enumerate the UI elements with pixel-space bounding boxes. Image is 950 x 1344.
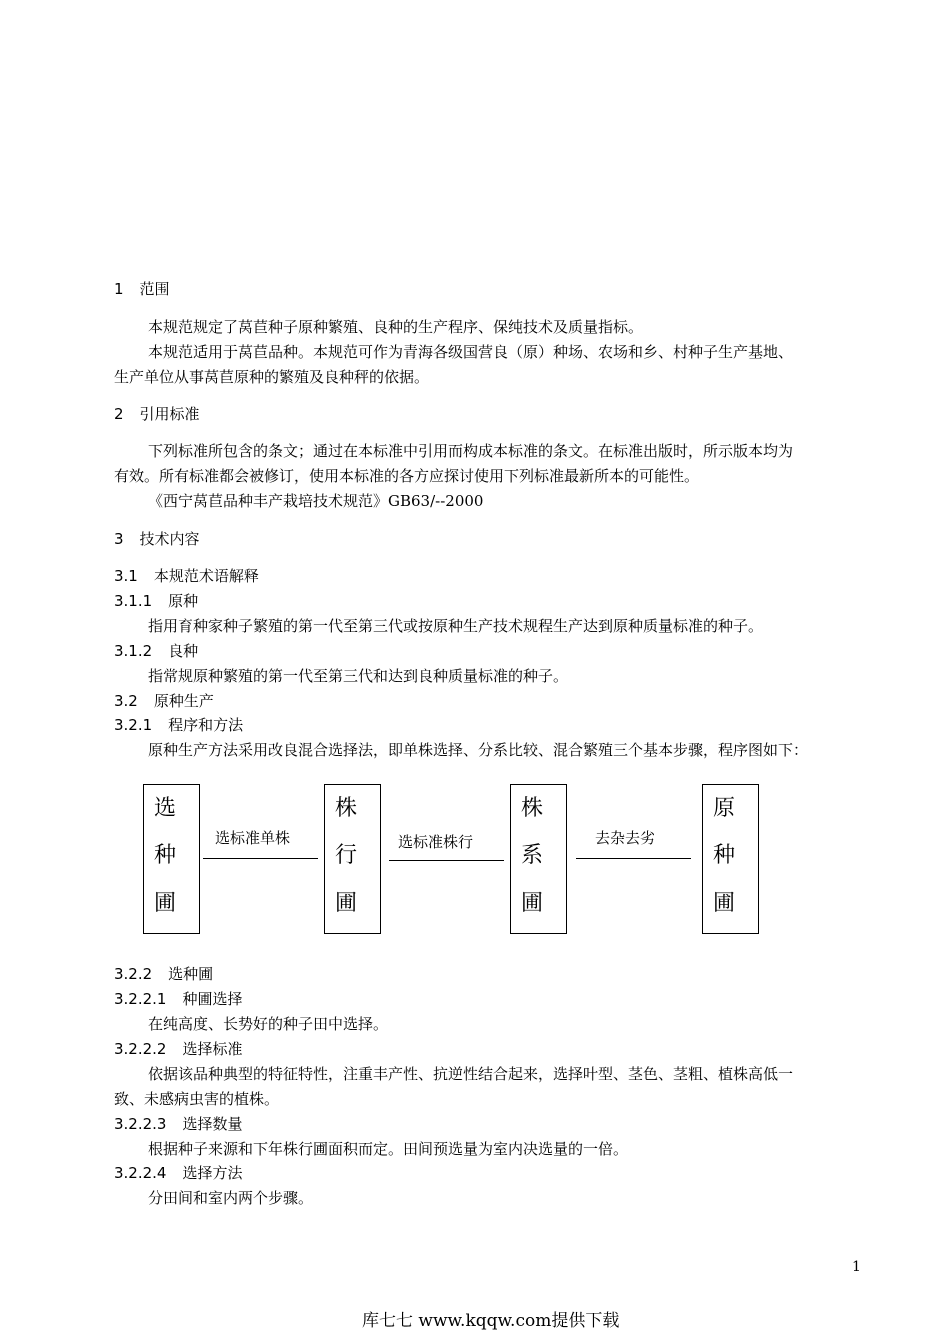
subsection-3-2-2-4-heading bbox=[114, 1162, 243, 1183]
section-2-heading bbox=[114, 403, 200, 424]
subsection-3-2-2-1-heading bbox=[114, 988, 243, 1009]
flow-box-selection-nursery bbox=[143, 784, 200, 934]
section-number: 3.1 bbox=[114, 567, 138, 585]
box-char: 系 bbox=[521, 843, 544, 868]
section-number: 3.2.2.1 bbox=[114, 990, 167, 1008]
reference-standard: 《西宁莴苣品种丰产栽培技术规范》GB63/--2000 bbox=[148, 492, 484, 510]
flow-arrow-label: 去杂去劣 bbox=[595, 829, 656, 847]
section-title: 选择标准 bbox=[182, 1040, 243, 1058]
flow-box-plant-row-nursery bbox=[324, 784, 381, 934]
section-title: 良种 bbox=[168, 642, 199, 660]
paragraph: 致、未感病虫害的植株。 bbox=[114, 1090, 280, 1108]
box-char: 圃 bbox=[154, 891, 177, 916]
section-title: 程序和方法 bbox=[168, 716, 244, 734]
paragraph: 本规范适用于莴苣品种。本规范可作为青海各级国营良（原）种场、农场和乡、村种子生产基地、 bbox=[148, 343, 794, 361]
section-title: 选种圃 bbox=[168, 965, 214, 983]
box-char: 株 bbox=[521, 796, 544, 821]
subsection-3-2-2-3-heading bbox=[114, 1113, 243, 1134]
flow-connector-line bbox=[389, 860, 504, 861]
paragraph: 指用育种家种子繁殖的第一代至第三代或按原种生产技术规程生产达到原种质量标准的种子。 bbox=[148, 617, 764, 635]
paragraph: 下列标准所包含的条文；通过在本标准中引用而构成本标准的条文。在标准出版时，所示版本均为 bbox=[148, 442, 794, 460]
flow-arrow-label: 选标准单株 bbox=[215, 829, 291, 847]
section-number: 3.2.2.2 bbox=[114, 1040, 167, 1058]
box-char: 圃 bbox=[521, 891, 544, 916]
paragraph: 依据该品种典型的特征特性，注重丰产性、抗逆性结合起来，选择叶型、茎色、茎粗、植株高低一 bbox=[148, 1065, 794, 1083]
section-title: 种圃选择 bbox=[182, 990, 243, 1008]
flow-connector-line bbox=[203, 858, 318, 859]
box-char: 原 bbox=[713, 796, 736, 821]
section-title: 本规范术语解释 bbox=[153, 567, 259, 585]
box-char: 种 bbox=[154, 843, 177, 868]
box-char: 圃 bbox=[335, 891, 358, 916]
subsection-3-2-1-heading bbox=[114, 714, 243, 735]
paragraph: 生产单位从事莴苣原种的繁殖及良种秤的依据。 bbox=[114, 368, 430, 386]
section-title: 范围 bbox=[139, 280, 170, 298]
box-char: 株 bbox=[335, 796, 358, 821]
paragraph: 有效。所有标准都会被修订，使用本标准的各方应探讨使用下列标准最新所本的可能性。 bbox=[114, 467, 700, 485]
section-number: 3 bbox=[114, 530, 124, 548]
subsection-3-1-heading bbox=[114, 565, 259, 586]
flow-arrow-label: 选标准株行 bbox=[398, 833, 474, 851]
section-title: 选择方法 bbox=[182, 1164, 243, 1182]
section-title: 原种 bbox=[168, 592, 199, 610]
section-number: 3.1.2 bbox=[114, 642, 153, 660]
section-number: 3.2.2 bbox=[114, 965, 153, 983]
section-number: 3.2.2.3 bbox=[114, 1115, 167, 1133]
flow-connector-line bbox=[576, 858, 691, 859]
section-title: 引用标准 bbox=[139, 405, 200, 423]
subsection-3-2-heading bbox=[114, 690, 214, 711]
box-char: 种 bbox=[713, 843, 736, 868]
section-number: 3.2.2.4 bbox=[114, 1164, 167, 1182]
subsection-3-2-2-heading bbox=[114, 963, 213, 984]
section-number: 2 bbox=[114, 405, 124, 423]
box-char: 行 bbox=[335, 843, 358, 868]
section-title: 选择数量 bbox=[182, 1115, 243, 1133]
section-number: 3.2.1 bbox=[114, 716, 153, 734]
subsection-3-1-1-heading bbox=[114, 590, 198, 611]
paragraph: 本规范规定了莴苣种子原种繁殖、良种的生产程序、保纯技术及质量指标。 bbox=[148, 318, 644, 336]
section-number: 3.1.1 bbox=[114, 592, 153, 610]
paragraph: 指常规原种繁殖的第一代至第三代和达到良种质量标准的种子。 bbox=[148, 667, 569, 685]
box-char: 圃 bbox=[713, 891, 736, 916]
section-number: 1 bbox=[114, 280, 124, 298]
paragraph: 在纯高度、长势好的种子田中选择。 bbox=[148, 1015, 389, 1033]
section-number: 3.2 bbox=[114, 692, 138, 710]
box-char: 选 bbox=[154, 796, 177, 821]
paragraph: 根据种子来源和下年株行圃面积而定。田间预选量为室内决选量的一倍。 bbox=[148, 1140, 629, 1158]
page-number: 1 bbox=[852, 1259, 861, 1275]
section-3-heading bbox=[114, 528, 200, 549]
subsection-3-1-2-heading bbox=[114, 640, 198, 661]
paragraph: 原种生产方法采用改良混合选择法，即单株选择、分系比较、混合繁殖三个基本步骤，程序图如下： bbox=[148, 741, 809, 759]
flow-box-original-seed-nursery bbox=[702, 784, 759, 934]
footer-download-notice: 库七七 www.kqqw.com提供下载 bbox=[362, 1311, 620, 1331]
section-title: 原种生产 bbox=[153, 692, 214, 710]
section-title: 技术内容 bbox=[139, 530, 200, 548]
subsection-3-2-2-2-heading bbox=[114, 1038, 243, 1059]
paragraph: 分田间和室内两个步骤。 bbox=[148, 1189, 314, 1207]
section-1-heading bbox=[114, 278, 170, 299]
flow-box-plant-line-nursery bbox=[510, 784, 567, 934]
